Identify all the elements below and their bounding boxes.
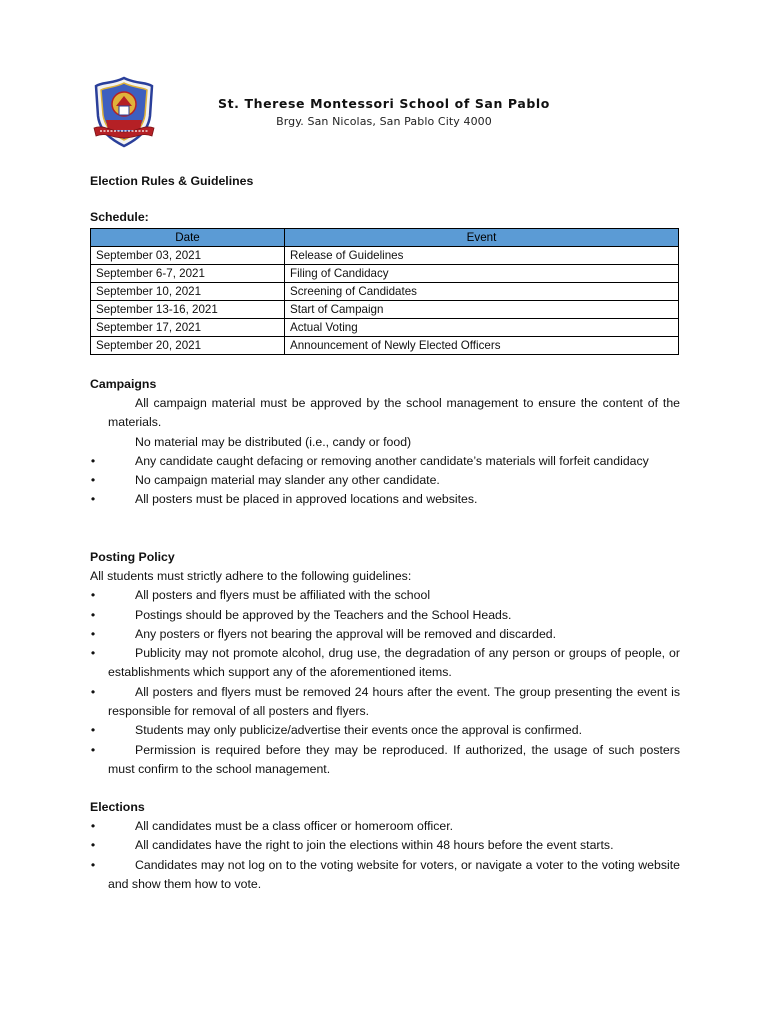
list-item bbox=[90, 836, 680, 855]
list-item-text: Any candidate caught defacing or removing another candidate’s materials will forfeit candidacy bbox=[135, 453, 649, 468]
document-title: Election Rules & Guidelines bbox=[90, 174, 254, 188]
table-row bbox=[91, 337, 679, 355]
list-item-text: All posters and flyers must be affiliated with the school bbox=[135, 588, 431, 603]
bullet-marker: • bbox=[90, 646, 96, 661]
list-item-text: No material may be distributed (i.e., candy or food) bbox=[135, 434, 412, 449]
date-cell: September 03, 2021 bbox=[91, 247, 285, 265]
list-item-text: No campaign material may slander any other candidate. bbox=[135, 473, 440, 488]
event-cell: Release of Guidelines bbox=[285, 247, 679, 265]
school-address: Brgy. San Nicolas, San Pablo City 4000 bbox=[276, 115, 492, 128]
date-cell: September 17, 2021 bbox=[91, 319, 285, 337]
list-item bbox=[90, 394, 680, 433]
elections-heading: Elections bbox=[90, 800, 145, 814]
event-cell: Screening of Candidates bbox=[285, 283, 679, 301]
bullet-marker: • bbox=[90, 723, 96, 738]
campaigns-list bbox=[90, 394, 680, 510]
bullet-marker: • bbox=[90, 492, 96, 507]
list-item-text: All candidates must be a class officer or homeroom officer. bbox=[135, 819, 454, 833]
list-item-text: All candidates have the right to join the elections within 48 hours before the event starts. bbox=[135, 838, 614, 853]
list-item-text: Publicity may not promote alcohol, drug use, the degradation of any person or groups of people, or establishments which support any of the aforementioned items. bbox=[108, 646, 680, 680]
list-item-text: Students may only publicize/advertise their events once the approval is confirmed. bbox=[135, 723, 583, 738]
column-header-date: Date bbox=[91, 229, 285, 247]
list-item bbox=[90, 625, 680, 644]
bullet-marker: • bbox=[90, 607, 96, 622]
schedule-table bbox=[90, 228, 679, 355]
list-item bbox=[90, 606, 680, 625]
elections-list bbox=[90, 817, 680, 894]
event-cell: Start of Campaign bbox=[285, 301, 679, 319]
list-item bbox=[90, 683, 680, 722]
table-row bbox=[91, 265, 679, 283]
list-item bbox=[90, 856, 680, 895]
school-name: St. Therese Montessori School of San Pablo bbox=[217, 96, 550, 111]
column-header-event: Event bbox=[285, 229, 679, 247]
bullet-marker: • bbox=[90, 819, 96, 833]
list-item bbox=[90, 721, 680, 740]
table-row bbox=[91, 247, 679, 265]
list-item-text: All campaign material must be approved by the school management to ensure the content of the materials. bbox=[108, 396, 680, 430]
list-item bbox=[90, 644, 680, 683]
date-cell: September 20, 2021 bbox=[91, 337, 285, 355]
bullet-marker: • bbox=[90, 453, 96, 468]
bullet-marker: • bbox=[90, 857, 96, 872]
posting-policy-list bbox=[90, 567, 680, 779]
bullet-marker: • bbox=[90, 626, 96, 641]
date-cell: September 10, 2021 bbox=[91, 283, 285, 301]
list-item-text: All posters must be placed in approved locations and websites. bbox=[135, 492, 478, 507]
event-cell: Announcement of Newly Elected Officers bbox=[285, 337, 679, 355]
list-item bbox=[90, 490, 680, 509]
bullet-marker: • bbox=[90, 473, 96, 488]
date-cell: September 6-7, 2021 bbox=[91, 265, 285, 283]
schedule-label: Schedule: bbox=[90, 210, 149, 224]
event-cell: Filing of Candidacy bbox=[285, 265, 679, 283]
list-item bbox=[90, 817, 680, 836]
list-item-text: Permission is required before they may be reproduced. If authorized, the usage of such posters must confirm to the school management. bbox=[108, 742, 680, 776]
bullet-marker: • bbox=[90, 684, 96, 699]
list-item-text: Postings should be approved by the Teachers and the School Heads. bbox=[135, 607, 512, 622]
list-item-text: All posters and flyers must be removed 24 hours after the event. The group presenting the event is responsible for removal of all posters and flyers. bbox=[108, 684, 680, 719]
posting-policy-intro: All students must strictly adhere to the following guidelines: bbox=[90, 569, 412, 583]
table-row bbox=[91, 283, 679, 301]
list-item bbox=[90, 471, 680, 490]
list-item bbox=[90, 586, 680, 605]
table-header-row bbox=[91, 229, 679, 247]
school-crest-icon bbox=[92, 76, 156, 148]
table-row bbox=[91, 301, 679, 319]
list-item bbox=[90, 741, 680, 780]
list-item bbox=[90, 452, 680, 471]
list-item-text: Any posters or flyers not bearing the approval will be removed and discarded. bbox=[135, 626, 557, 641]
list-item-text: Candidates may not log on to the voting website for voters, or navigate a voter to the voting website and show them how to vote. bbox=[108, 857, 680, 891]
bullet-marker: • bbox=[90, 742, 96, 757]
list-item bbox=[90, 433, 680, 452]
table-row bbox=[91, 319, 679, 337]
campaigns-heading: Campaigns bbox=[90, 377, 157, 391]
posting-policy-heading: Posting Policy bbox=[90, 550, 175, 564]
bullet-marker: • bbox=[90, 588, 96, 603]
date-cell: September 13-16, 2021 bbox=[91, 301, 285, 319]
event-cell: Actual Voting bbox=[285, 319, 679, 337]
bullet-marker: • bbox=[90, 838, 96, 853]
